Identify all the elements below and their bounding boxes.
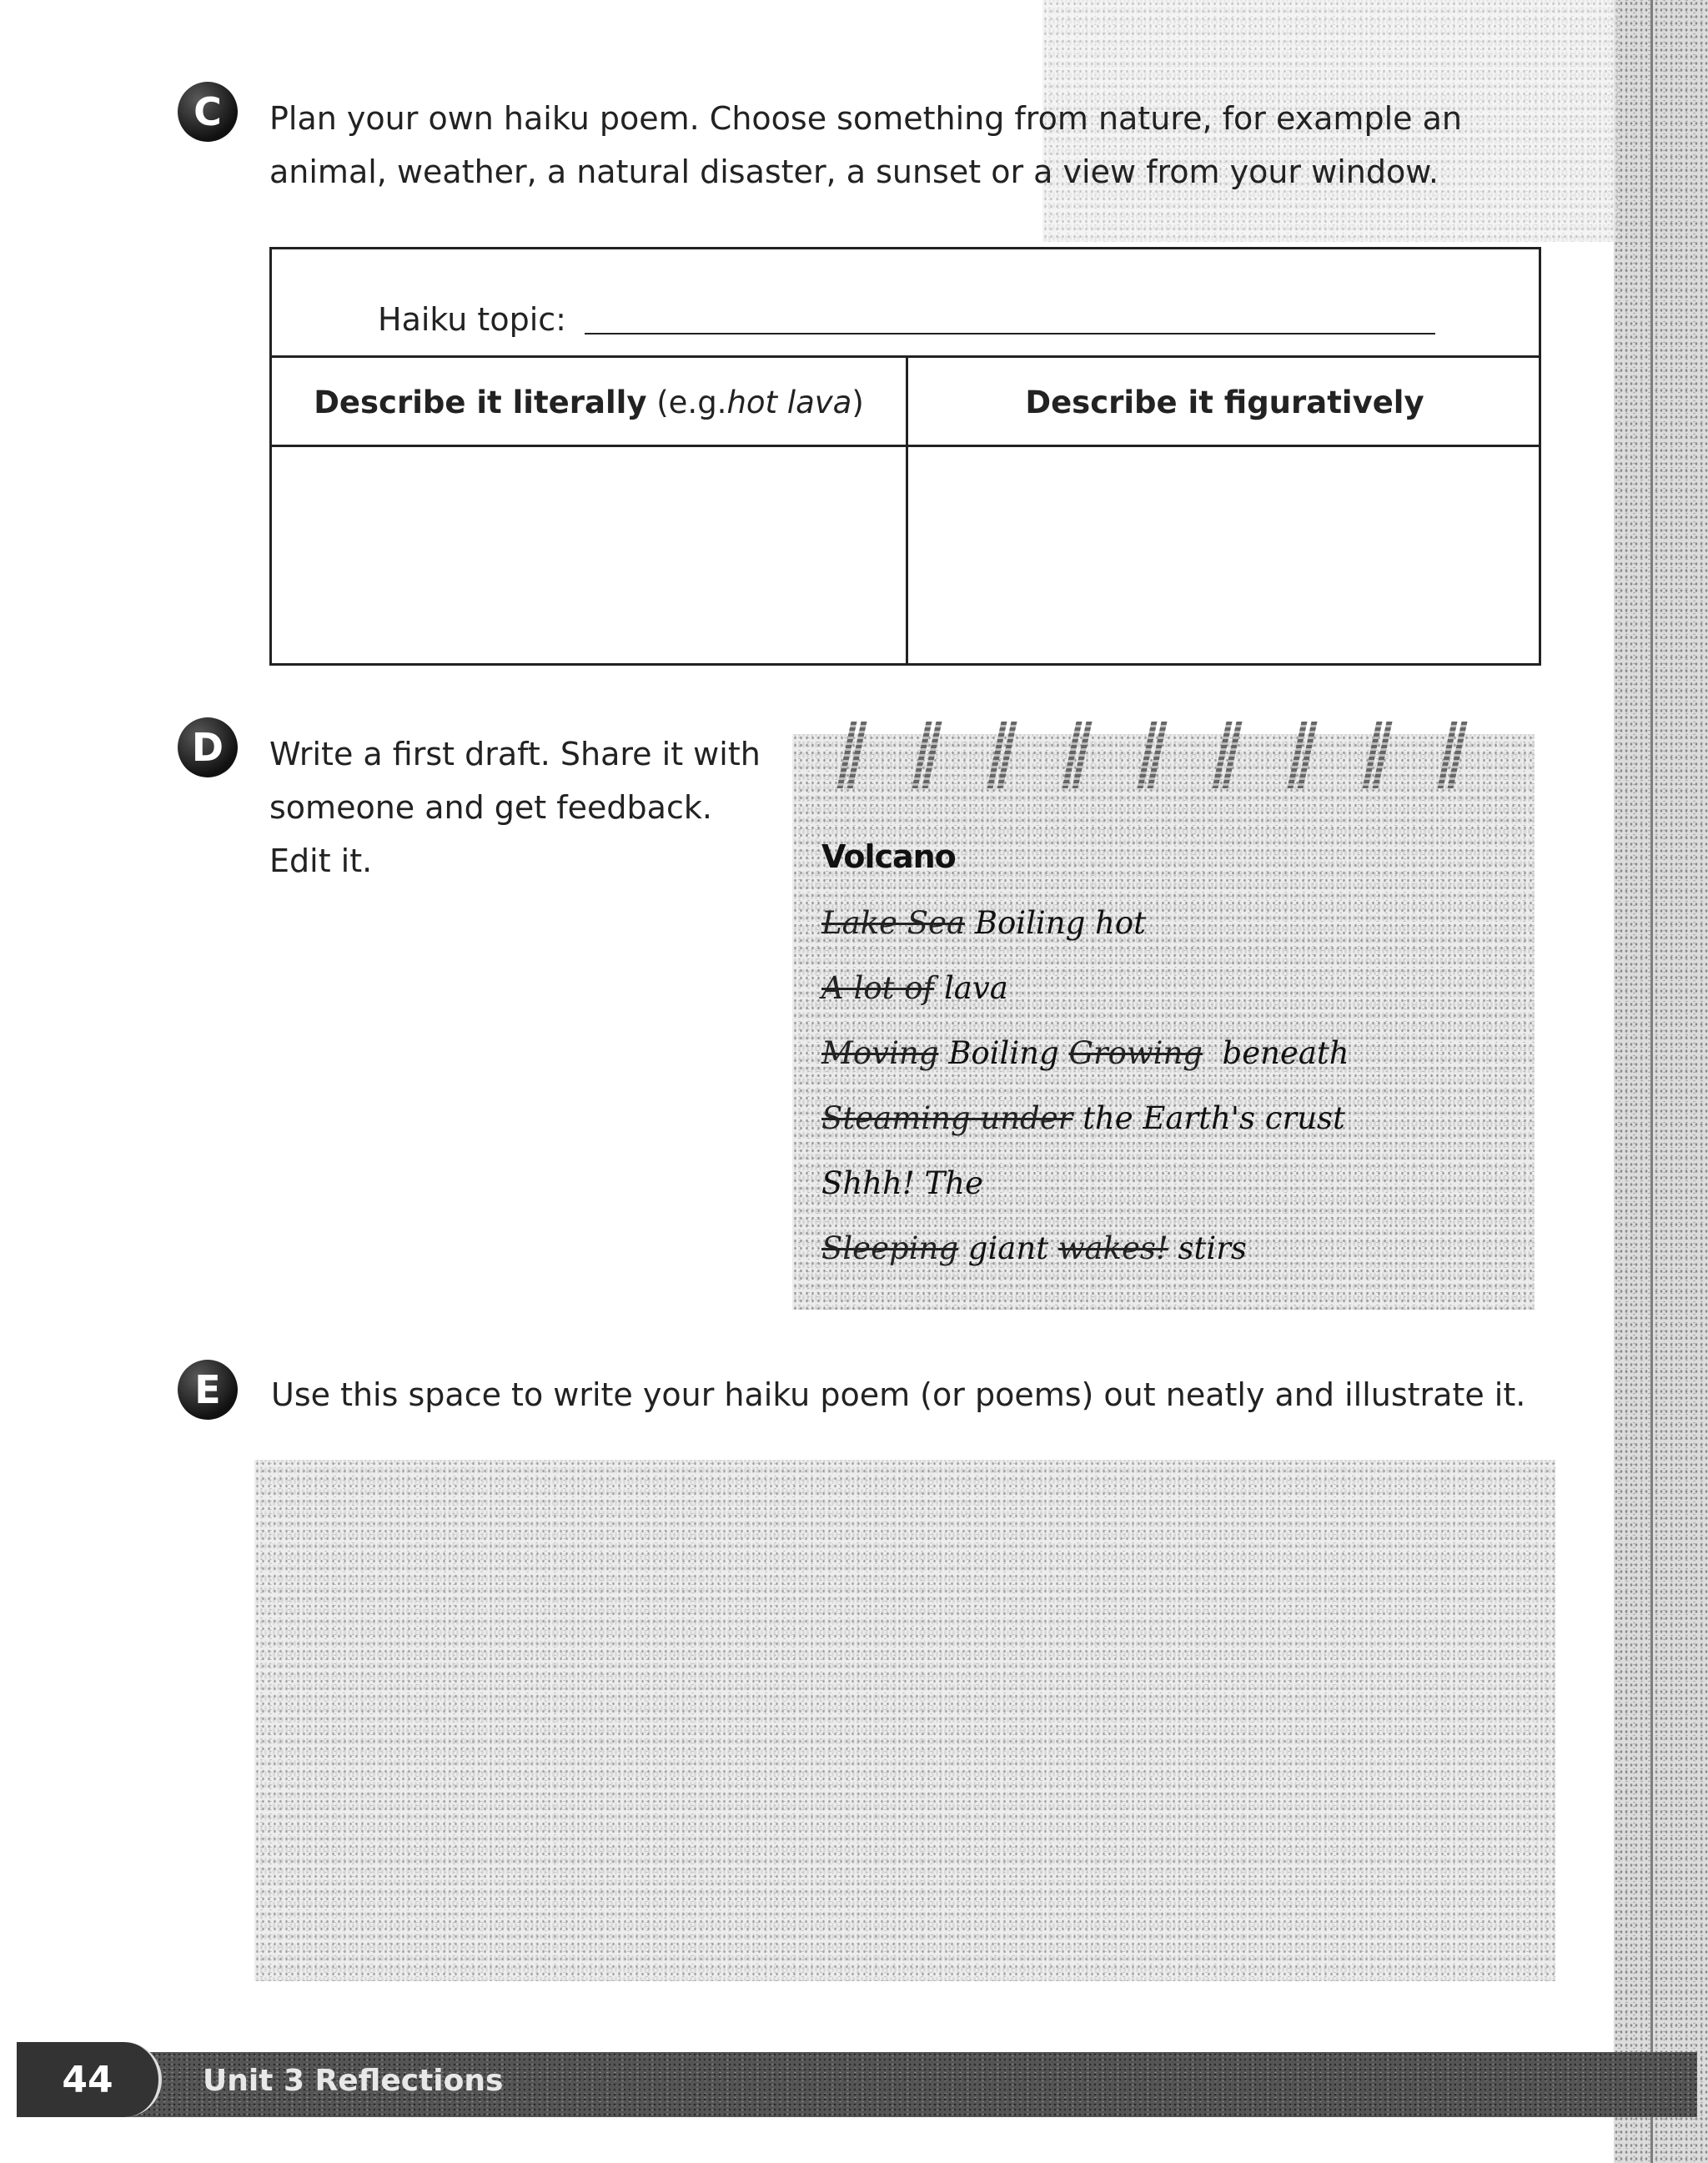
notepad-spiral-ring: [1143, 722, 1164, 788]
haiku-topic-writing-line[interactable]: [585, 333, 1435, 335]
draft-line-text: Boiling: [948, 1035, 1059, 1071]
notepad-spiral-ring: [1068, 722, 1089, 788]
draft-line-text: the Earth's crust: [1083, 1100, 1345, 1136]
draft-line-text: stirs: [1178, 1230, 1247, 1266]
crossed-out-words: Growing: [1068, 1035, 1203, 1071]
crossed-out-words: Lake Sea: [821, 905, 966, 941]
literal-column-header: [272, 358, 906, 447]
figurative-header-bold: Describe it figuratively: [1025, 385, 1424, 420]
section-e-instruction: Use this space to write your haiku poem (or poems) out neatly and illustrate it.: [271, 1376, 1526, 1413]
page-number: 44: [17, 2042, 162, 2117]
notepad-spiral-ring: [1218, 722, 1239, 788]
section-d-badge: D: [178, 717, 238, 777]
crossed-out-words: Steaming under: [821, 1100, 1073, 1136]
draft-line-text: Boiling hot: [974, 905, 1146, 941]
haiku-topic-label: Haiku topic:: [378, 301, 566, 338]
draft-line-2: [821, 970, 1008, 1006]
section-c-badge: C: [178, 82, 238, 142]
draft-line-text: lava: [943, 970, 1008, 1006]
draft-line-1: [821, 905, 1146, 941]
notepad-spiral-ring: [842, 722, 864, 788]
crossed-out-words: wakes!: [1057, 1230, 1168, 1266]
notepad-spiral-ring: [917, 722, 939, 788]
figurative-answer-cell[interactable]: [908, 447, 1541, 666]
literal-example-prefix: (e.g.: [656, 385, 727, 420]
literal-header-bold: Describe it literally: [314, 385, 647, 420]
draft-line-3: [821, 1035, 1349, 1071]
section-d-instruction-line-1: Write a first draft. Share it with: [269, 736, 761, 772]
section-d-instruction-line-2: someone and get feedback.: [269, 789, 712, 826]
literal-example-suffix: ): [851, 385, 864, 420]
draft-notepad: [792, 734, 1535, 1310]
page-binding-edge: [1614, 0, 1708, 2163]
section-d-instruction-line-3: Edit it.: [269, 843, 373, 879]
haiku-planning-table: [269, 247, 1541, 666]
draft-line-5: [821, 1165, 983, 1201]
section-c-instruction-line-1: Plan your own haiku poem. Choose something from nature, for example an: [269, 100, 1462, 137]
draft-line-6: [821, 1230, 1247, 1266]
draft-line-text: beneath: [1222, 1035, 1349, 1071]
crossed-out-words: A lot of: [821, 970, 935, 1006]
haiku-writing-space[interactable]: [254, 1460, 1555, 1981]
notepad-spiral-ring: [1293, 722, 1314, 788]
draft-poem-title: Volcano: [821, 838, 956, 875]
draft-line-text: giant: [967, 1230, 1049, 1266]
section-e-badge: E: [178, 1360, 238, 1420]
crossed-out-words: Moving: [821, 1035, 939, 1071]
topic-row: [272, 249, 1539, 358]
literal-answer-cell[interactable]: [272, 447, 906, 666]
crossed-out-words: Sleeping: [821, 1230, 959, 1266]
literal-example: hot lava: [726, 385, 852, 420]
draft-line-text: Shhh! The: [821, 1165, 983, 1201]
figurative-column-header: [908, 358, 1541, 447]
unit-title: Unit 3 Reflections: [203, 2064, 504, 2098]
section-c-instruction-line-2: animal, weather, a natural disaster, a sunset or a view from your window.: [269, 153, 1439, 190]
notepad-spiral-ring: [1443, 722, 1464, 788]
notepad-spiral-ring: [992, 722, 1014, 788]
notepad-spiral-ring: [1368, 722, 1389, 788]
draft-line-4: [821, 1100, 1345, 1136]
